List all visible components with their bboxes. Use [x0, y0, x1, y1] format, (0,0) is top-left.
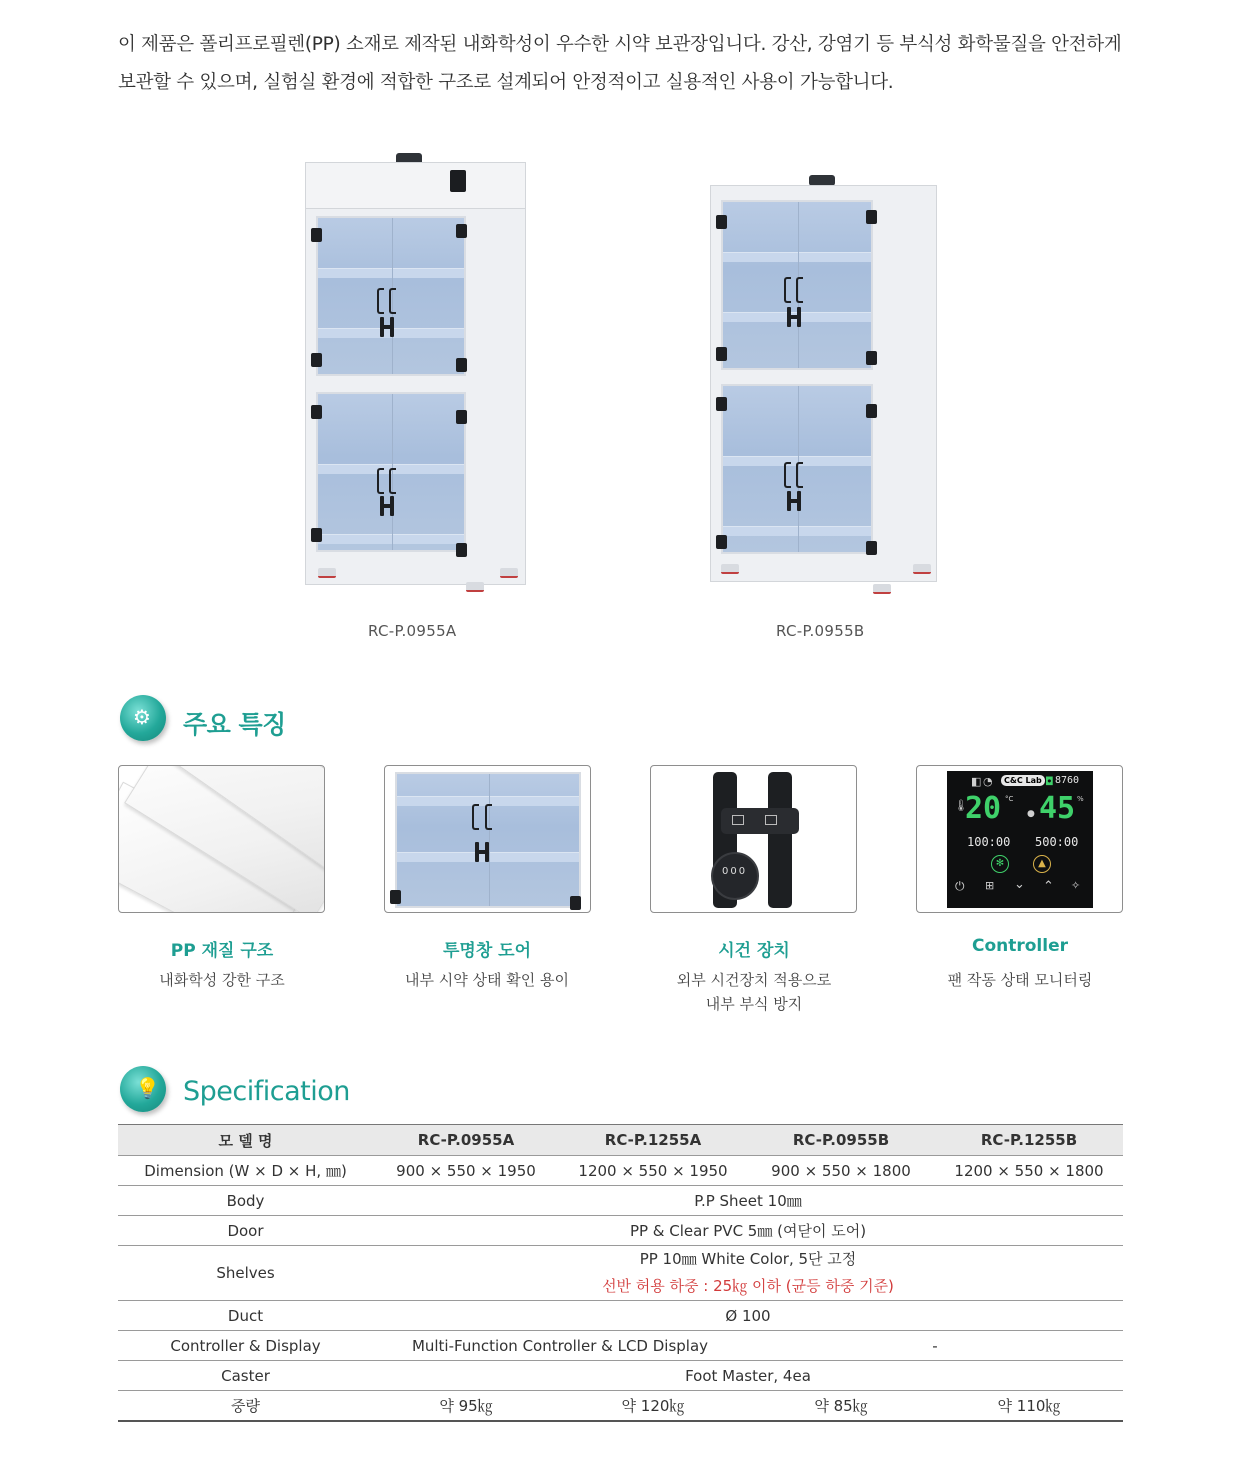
feature-image-pp-material	[118, 765, 325, 913]
sound-icon: ◧	[971, 775, 982, 788]
table-row	[118, 1156, 1123, 1186]
features-title: 주요 특징	[183, 710, 286, 739]
header-model-1: RC-P.0955A	[373, 1125, 559, 1156]
feature-desc-controller: 팬 작동 상태 모니터링	[947, 971, 1093, 989]
fan-icon: ✻	[991, 855, 1009, 873]
gear-icon: ⚙	[120, 695, 166, 741]
dimension-value: 1200 × 550 × 1800	[935, 1156, 1123, 1186]
timer-off-value: 500:00	[1035, 835, 1079, 849]
feature-title-lock: 시건 장치	[718, 941, 790, 961]
table-row	[118, 1361, 1123, 1391]
duct-value: Ø 100	[373, 1301, 1123, 1331]
intro-line-1: 이 제품은 폴리프로필렌(PP) 소재로 제작된 내화학성이 우수한 시약 보관장입니다. 강산, 강염기 등 부식성 화학물질을 안전하게	[118, 34, 1122, 55]
spec-table	[118, 1124, 1123, 1422]
feature-desc-lock-line1: 외부 시건장치 적용으로	[676, 971, 832, 989]
product-model-a: RC-P.0955A	[368, 622, 457, 640]
header-model-label: 모 델 명	[118, 1125, 373, 1156]
table-row	[118, 1246, 1123, 1301]
shelves-value: PP 10㎜ White Color, 5단 고정	[639, 1250, 857, 1268]
header-model-2: RC-P.1255A	[559, 1125, 747, 1156]
row-label-shelves: Shelves	[118, 1246, 373, 1301]
feature-image-controller	[916, 765, 1123, 913]
door-value: PP & Clear PVC 5㎜ (여닫이 도어)	[373, 1216, 1123, 1246]
chevron-up-icon: ⌃	[1043, 879, 1054, 894]
feature-title-controller: Controller	[971, 936, 1068, 956]
feature-desc-transparent-door: 내부 시약 상태 확인 용이	[405, 971, 569, 989]
row-label-dimension: Dimension (W × D × H, ㎜)	[118, 1156, 373, 1186]
weight-value: 약 95㎏	[373, 1391, 559, 1422]
shelves-load-note: 선반 허용 하중 : 25㎏ 이하 (균등 하중 기준)	[602, 1277, 894, 1295]
dimension-value: 1200 × 550 × 1950	[559, 1156, 747, 1186]
feature-title-transparent-door: 투명창 도어	[442, 941, 532, 961]
product-model-b: RC-P.0955B	[776, 622, 865, 640]
feature-title-pp-material: PP 재질 구조	[170, 941, 274, 961]
chevron-down-icon: ⌄	[1014, 877, 1025, 892]
table-row	[118, 1391, 1123, 1422]
header-model-3: RC-P.0955B	[747, 1125, 935, 1156]
weight-value: 약 120㎏	[559, 1391, 747, 1422]
brand-logo: C&C Lab	[1001, 775, 1045, 786]
controller-value-a: Multi-Function Controller & LCD Display	[373, 1331, 747, 1361]
humidity-value: 45	[1039, 791, 1076, 826]
controller-display	[947, 771, 1093, 908]
intro-text	[118, 26, 1138, 102]
humidity-unit: %	[1077, 795, 1084, 803]
table-row	[118, 1301, 1123, 1331]
power-icon: ⏻	[955, 879, 965, 893]
cabinet-top	[305, 162, 526, 210]
feature-desc-lock-line2: 내부 부식 방지	[705, 995, 803, 1013]
row-label-duct: Duct	[118, 1301, 373, 1331]
dimension-value: 900 × 550 × 1950	[373, 1156, 559, 1186]
row-label-body: Body	[118, 1186, 373, 1216]
row-label-weight: 중량	[118, 1391, 373, 1422]
temperature-unit: °C	[1005, 795, 1014, 803]
intro-line-2: 보관할 수 있으며, 실험실 환경에 적합한 구조로 설계되어 안정적이고 실용적인 사용이 가능합니다.	[118, 72, 894, 93]
light-icon: ✧	[1071, 879, 1081, 892]
caster-value: Foot Master, 4ea	[373, 1361, 1123, 1391]
body-value: P.P Sheet 10㎜	[373, 1186, 1123, 1216]
controller-value-b: -	[747, 1331, 1123, 1361]
feature-image-lock	[650, 765, 857, 913]
temperature-value: 20	[965, 791, 1002, 826]
droplet-icon: ●	[1027, 809, 1035, 819]
table-row	[118, 1331, 1123, 1361]
clock-icon: ◔	[983, 775, 993, 788]
lightbulb-icon: 💡	[120, 1066, 166, 1112]
shelves-value-cell	[373, 1246, 1123, 1301]
product-image-a	[300, 150, 530, 600]
thermometer-icon: 🌡	[954, 799, 968, 812]
feature-desc-pp-material: 내화학성 강한 구조	[159, 971, 285, 989]
combination-lock-icon: 000	[711, 852, 759, 900]
weight-value: 약 110㎏	[935, 1391, 1123, 1422]
row-label-controller: Controller & Display	[118, 1331, 373, 1361]
menu-icon: ⊞	[985, 879, 995, 892]
counter-value: 8760	[1055, 775, 1080, 786]
row-label-door: Door	[118, 1216, 373, 1246]
timer-on-value: 100:00	[967, 835, 1011, 849]
table-row	[118, 1216, 1123, 1246]
feature-desc-lock	[624, 968, 884, 1016]
header-model-4: RC-P.1255B	[935, 1125, 1123, 1156]
row-label-caster: Caster	[118, 1361, 373, 1391]
table-row	[118, 1186, 1123, 1216]
flame-icon: ▲	[1033, 855, 1051, 873]
dimension-value: 900 × 550 × 1800	[747, 1156, 935, 1186]
weight-value: 약 85㎏	[747, 1391, 935, 1422]
feature-image-transparent-door	[384, 765, 591, 913]
counter-icon: ◘	[1045, 775, 1054, 788]
spec-title: Specification	[183, 1076, 350, 1107]
product-image-b	[705, 170, 940, 600]
table-header-row	[118, 1125, 1123, 1156]
controller-box	[450, 170, 466, 192]
